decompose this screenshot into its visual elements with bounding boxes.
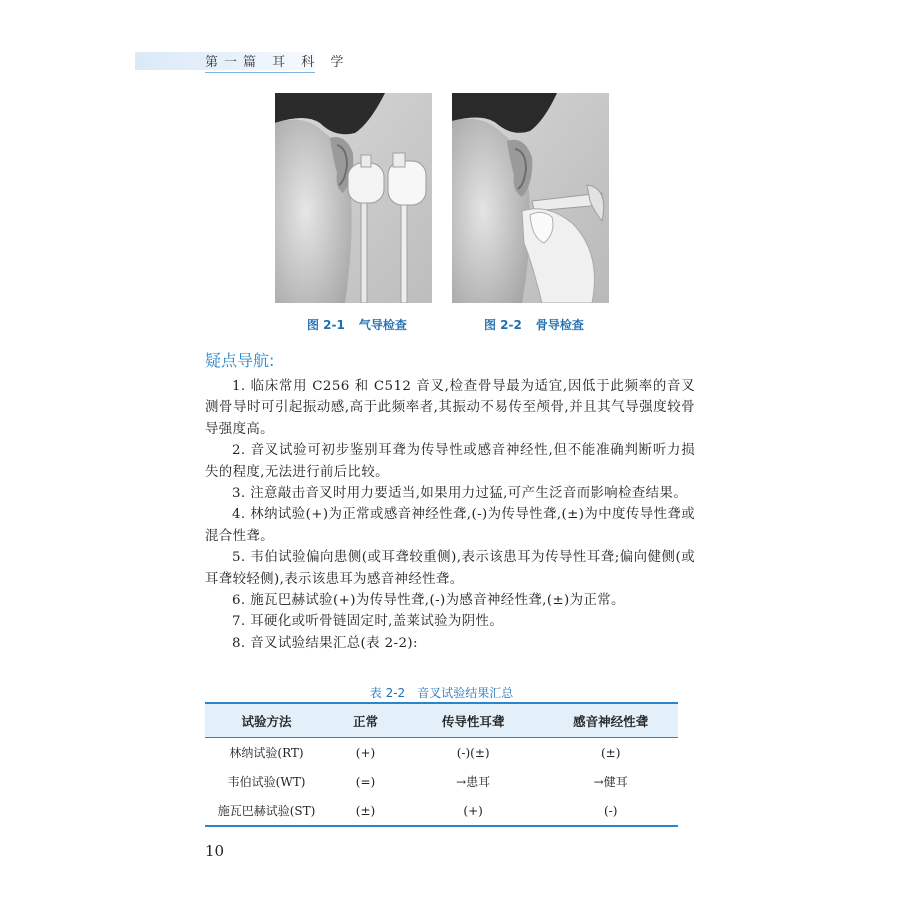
figure-label: 骨导检查 [535,318,584,332]
paragraph: 3. 注意敲击音叉时用力要适当,如果用力过猛,可产生泛音而影响检查结果。 [232,486,688,502]
chapter-header: 第一篇 耳 科 学 [205,55,350,70]
paragraph: 1. 临床常用 C256 和 C512 音叉,检查骨导最为适宜,因低于此频率的音叉测骨导时可引起振动感,高于此频率者,其振动不易传至颅骨,并且其气导强度较骨导强度高。 [205,379,695,437]
table-cell: 林纳试验(RT) [229,746,304,760]
paragraph: 6. 施瓦巴赫试验(+)为传导性聋,(-)为感音神经性聋,(±)为正常。 [232,593,625,609]
table-cell: →健耳 [593,775,628,789]
table-cell: (±) [600,745,621,760]
table-title: 音叉试验结果汇总 [417,686,514,700]
table-cell: 韦伯试验(WT) [227,775,306,789]
table-cell: (-)(±) [456,745,490,760]
paragraph: 5. 韦伯试验偏向患侧(或耳聋较重侧),表示该患耳为传导性耳聋;偏向健侧(或耳聋较轻侧),表示该患耳为感音神经性聋。 [205,550,695,587]
table-row [205,796,678,826]
paragraph: 7. 耳硬化或听骨链固定时,盖莱试验为阴性。 [232,614,504,630]
table-cell: (+) [403,796,543,826]
bone-conduction-photo [452,93,609,303]
results-table [205,702,678,827]
table-row [205,767,678,796]
column-header: 试验方法 [205,703,328,738]
paragraph: 4. 林纳试验(+)为正常或感音神经性聋,(-)为传导性聋,(±)为中度传导性聋或混合性聋。 [205,507,695,544]
column-header: 正常 [328,703,403,738]
paragraph: 2. 音叉试验可初步鉴别耳聋为传导性或感音神经性,但不能准确判断听力损失的程度,无法进行前后比较。 [205,443,695,480]
column-header: 传导性耳聋 [403,703,543,738]
table-cell: (+) [355,745,376,760]
table-cell: 施瓦巴赫试验(ST) [205,796,328,826]
column-header: 感音神经性聋 [543,703,678,738]
table-row [205,738,678,768]
air-conduction-photo [275,93,432,303]
table-number: 表 2-2 [369,686,406,700]
figure-2-1-caption [307,316,407,333]
table-cell: (-) [543,796,678,826]
figure-2-2-caption [484,316,584,333]
table-cell: (=) [355,774,376,789]
figure-number: 图 2-2 [484,318,522,332]
table-header-row [205,703,678,738]
table-cell: (±) [328,796,403,826]
page-number: 10 [205,842,225,860]
figure-number: 图 2-1 [307,318,345,332]
table-caption [205,684,678,701]
paragraph: 8. 音叉试验结果汇总(表 2-2): [232,635,418,651]
figure-label: 气导检查 [358,318,407,332]
header-rule [205,72,315,73]
body-text [205,376,695,654]
section-title: 疑点导航: [205,351,275,370]
table-cell: →患耳 [456,775,491,789]
